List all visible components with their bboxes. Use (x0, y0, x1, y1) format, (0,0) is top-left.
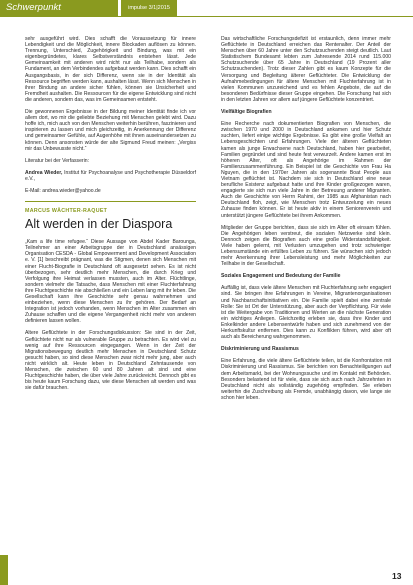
page-number: 13 (392, 571, 402, 581)
issue-label: impulse 3/1|2015 (121, 0, 177, 16)
author-signature (25, 170, 196, 182)
subheading-biographies: Vielfältige Biografien (221, 109, 272, 116)
left-paragraph-2: Die gewonnenen Ergebnisse in der Bildung meiner Identität finde ich vor allem dort, wo mir die geliebte Beziehung mit Menschen gelebt wird. Dazu hoffe ich, mich auch von den Menschen weiterhin berühren, faszinieren und inspirieren zu lassen und mich gleichzeitig, in Anerkennung der Differenz und gemeinsamer Gefühle, auf Augenhöhe mit ihnen auseinandersetzen zu können. Denn ansonsten würde der alte Sigmund Freud meinen: „Vergiss mir das Unbewusste nicht.“ (25, 109, 196, 152)
right-paragraph-2: Eine Recherche nach dokumentierten Biografien von Menschen, die zwischen 1970 und 2000 in Deutschland ankamen und hier Schutz suchten, liefert einige wichtige Ergebnisse. Es gibt eine große Vielfalt an Lebensgeschichten und Erfahrungen. Viele der älteren Geflüchteten kamen als junge Erwachsene nach Deutschland, haben hier gearbeitet, Familien gegründet und sind heute fest verwurzelt. Andere kamen erst im höheren Alter, oft als Angehörige im Rahmen der Familienzusammenführung. Ein Beispiel ist die Geschichte von Frau Ha Nguyen, die in den 1970er Jahren als sogenannte Boat People aus Vietnam geflüchtet ist. Nachdem sie sich in Deutschland eine neue berufliche Existenz aufgebaut hatte und ihre Kinder großgezogen waren, engagierte sie sich nun viele Jahre in der Betreuung anderer Migranten. Auch die Geschichte von Herrn Rahimi, der 1985 aus Afghanistan nach Deutschland floh, zeigt, wie Menschen trotz Entwurzelung ein neues Zuhause finden können. Er ist heute aktiv in einem Seniorenverein und unterstützt jüngere Geflüchtete bei ihrem Ankommen. (221, 121, 391, 219)
left-paragraph-1: sehr ausgeführt wird. Dies schafft die Voraussetzung für innere Lebendigkeit und die Möglichkeit, innere Blockaden auflösen zu können. Trennung, Unterschied, Zugehörigkeit und Bindung, was mit ein eigenbegründetes, klares Selbstverständnis entstehen lässt. Jede Gemeinsamkeit mit anderen wird nicht nur als Teilhabe, sondern als Fundament, an dem Verbindendes aufgebaut werden kann. Dies schafft ein Ausgangsbasis, in der sich Differenz, wenn sie in der Identität als Ressource begriffen werden kann, aushalten lässt. Wenn sich Menschen in ihrer Bindung an andere sicher fühlen, können sie Unsicherheit und Fremdheit aushalten. Die Ressourcen für die eigene Entwicklung sind nicht die anderen, sondern das, was im Gemeinsamen entsteht. (25, 36, 196, 103)
author-email: E-Mail: andrea.wieder@yahoo.de (25, 187, 101, 194)
running-header (0, 0, 413, 16)
section-label: Schwerpunkt (0, 0, 118, 16)
left-column (25, 36, 196, 397)
left-paragraph-3: „Kam a life time refugee.“ Diese Aussage von Abdel Kader Barounga, Teilnehmer an einer Arbeitsgruppe der in Deutschland ansässigen Organisation CESDA - Global Empowerment and Development Association e. V. [1] beschreibt prägnant, was die Stigmen, denen sich Menschen mit einer Flucht-Biografie in Deutschland oft ausgesetzt sehen. Es ist nicht überbezogen, sehr deutlich mehr Menschen, die durch Krieg und Verfolgung ihre Heimat verlassen mussten, auch im Alter. Flüchtlinge, sondern vielmehr die Tatsache, dass Menschen mit einer Fluchterfahrung ihre Fluchtgeschichte nie abschließen und ein Leben lang mit ihr leben. Die Gesellschaft kann ihre Geschichte sehr genau wahrnehmen und einbeziehen, wenn diese Menschen zu ihr gehören. Der Bedarf an Integration ist jedoch vorhanden, wenn Menschen im Alter zusammen ein Zuhause schaffen und die eigene Vergangenheit nicht mehr von anderen definieren lassen wollen. (25, 239, 196, 325)
edge-marker (0, 555, 8, 585)
subheading-engagement: Soziales Engagement und Bedeutung der Familie (221, 273, 341, 280)
right-column (221, 36, 391, 407)
author-signature-affiliation: Institut für Psychoanalyse und Psychotherapie Düsseldorf e.V., (25, 169, 196, 182)
article-title: Alt werden in der Diaspora (25, 217, 173, 232)
subheading-discrimination: Diskriminierung und Rassismus (221, 346, 299, 353)
literature-note: Literatur bei der Verfasserin: (25, 157, 89, 164)
right-paragraph-3: Mitglieder der Gruppe berichten, dass sie sich im Alter oft einsam fühlen. Die Angehörigen leben verstreut, die sozialen Netzwerke sind klein. Dennoch zeigen die Biografien auch eine große Widerstandsfähigkeit. Viele haben gelernt, mit Verlusten umzugehen und trotz schwieriger Lebensumstände ein erfülltes Leben zu führen. Sie wünschen sich jedoch mehr Anerkennung ihrer Lebensleistung und mehr Möglichkeiten zur Teilhabe in der Gesellschaft. (221, 224, 391, 268)
author-signature-name: Andrea Wieder, (25, 169, 63, 176)
right-paragraph-5: Eine Erfahrung, die viele ältere Geflüchtete teilen, ist die Konfrontation mit Diskriminierung und Rassismus. Sie berichten von Benachteiligungen auf dem Arbeitsmarkt, bei der Wohnungssuche und im Kontakt mit Behörden. Besonders belastend ist für viele, dass sie sich auch nach Jahrzehnten in Deutschland nicht als vollständig zugehörig empfinden. Sie erleben weiterhin die Zuschreibung als Fremde, unabhängig davon, wie lange sie schon hier leben. (221, 358, 391, 401)
right-paragraph-4: Auffällig ist, dass viele ältere Menschen mit Fluchterfahrung sehr engagiert sind. Sie bringen ihre Erfahrungen in Vereine, Migrantenorganisationen und Nachbarschaftsinitiativen ein. Die Familie spielt dabei eine zentrale Rolle: Sie ist Ort der Unterstützung, aber auch der Verpflichtung. Für viele ist die Weitergabe von Traditionen und Werten an die nächste Generation ein wichtiges Anliegen. Gleichzeitig erleben sie, dass ihre Kinder und Enkelkinder andere Lebensentwürfe haben und sich zunehmend von der Herkunftskultur entfernen. Dies kann zu Konflikten führen, wird aber oft auch als Bereicherung wahrgenommen. (221, 285, 391, 341)
header-rule (0, 16, 413, 17)
right-paragraph-1: Das wirtschaftliche Forschungsdefizit ist erstaunlich, denn immer mehr Geflüchtete in Deutschland erreichen das Rentenalter. Der Anteil der Menschen über 60 Jahre unter den Schutzsuchenden steigt deutlich. Laut Statistischem Bundesamt lebten zum Jahresende 2014 rund 115.000 Schutzsuchende über 65 Jahre in Deutschland (19 Prozent aller Schutzsuchenden). Trotz dieser Zahlen gibt es kaum Konzepte für die Versorgung und Begleitung älterer Geflüchteter. Die Entwicklung der Aufnahmebedingungen für ältere Menschen mit Fluchterfahrung ist in vielen Kommunen unzureichend und es fehlen Angebote, die auf die besonderen Bedürfnisse dieser Gruppe eingehen. Die Forschung hat sich in den letzten Jahren vor allem auf jüngere Geflüchtete konzentriert. (221, 36, 391, 103)
left-paragraph-4: Altere Geflüchtete in der Forschungsdiskussion: Sie sind in der Zeit, Geflüchtete nicht nur als vulnerable Gruppe zu betrachten. Es wird viel zu wenig auf ihre Ressourcen eingegangen. Wenn in der Zeit der Migrationsbewegung deutlich mehr Menschen in Deutschland Schutz gesucht haben, so sind diese Menschen zwar nicht mehr jung, aber auch nicht wirklich alt. Heute leben in Deutschland Zehntausende von Menschen, die zwischen 60 und 80 Jahren alt sind und eine Fluchtgeschichte haben, die über viele Jahre zurückreicht. Dennoch gibt es bis heute kaum Forschung dazu, wie diese Menschen alt werden und was sie dafür brauchen. (25, 330, 196, 392)
article-author: MARCUS WÄCHTER-RAQUET (25, 208, 108, 215)
article-divider (25, 201, 196, 202)
